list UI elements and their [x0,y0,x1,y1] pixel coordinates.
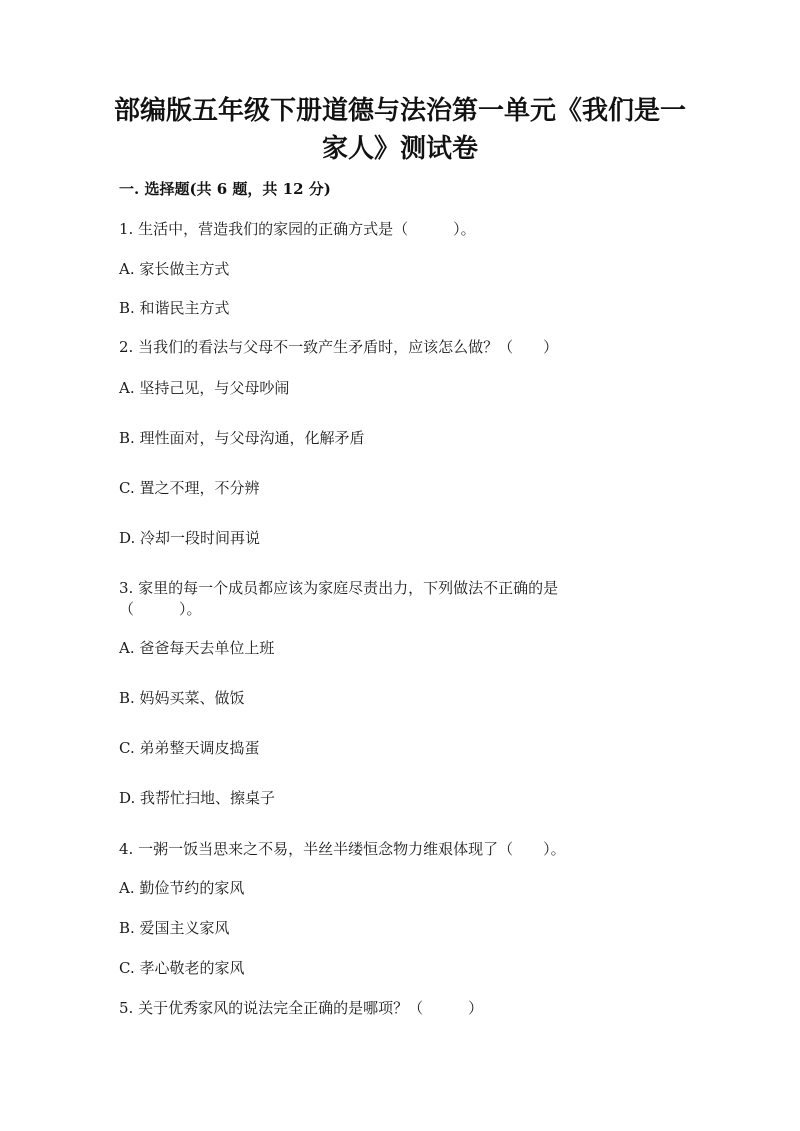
question-1-option-b: B. 和谐民主方式 [119,299,230,317]
section-heading: 一. 选择题(共 6 题，共 12 分) [119,180,331,198]
question-1-stem: 1. 生活中，营造我们的家园的正确方式是（ ）。 [119,220,476,238]
question-3-option-a: A. 爸爸每天去单位上班 [119,639,275,657]
question-2-option-b: B. 理性面对，与父母沟通，化解矛盾 [119,429,365,447]
page-title [100,92,700,168]
question-2-option-a: A. 坚持己见，与父母吵闹 [119,379,290,397]
question-4-option-a: A. 勤俭节约的家风 [119,879,245,897]
question-2-option-c: C. 置之不理，不分辨 [119,479,260,497]
question-3-option-b: B. 妈妈买菜、做饭 [119,689,245,707]
question-1-option-a: A. 家长做主方式 [119,260,230,278]
title-line-2: 家人》测试卷 [321,134,478,164]
question-3-stem-line-1: 3. 家里的每一个成员都应该为家庭尽责出力，下列做法不正确的是 [119,579,559,597]
question-4-option-b: B. 爱国主义家风 [119,919,230,937]
question-3-option-c: C. 弟弟整天调皮捣蛋 [119,739,260,757]
question-5-stem: 5. 关于优秀家风的说法完全正确的是哪项？（ ） [119,999,484,1017]
question-4-stem: 4. 一粥一饭当思来之不易，半丝半缕恒念物力维艰体现了（ ）。 [119,840,566,858]
question-4-option-c: C. 孝心敬老的家风 [119,959,245,977]
question-3-stem-line-2: （ ）。 [119,600,202,618]
question-2-stem: 2. 当我们的看法与父母不一致产生矛盾时，应该怎么做？（ ） [119,338,559,356]
question-3-option-d: D. 我帮忙扫地、擦桌子 [119,789,276,807]
title-line-1: 部编版五年级下册道德与法治第一单元《我们是一 [113,96,686,126]
question-2-option-d: D. 冷却一段时间再说 [119,529,261,547]
